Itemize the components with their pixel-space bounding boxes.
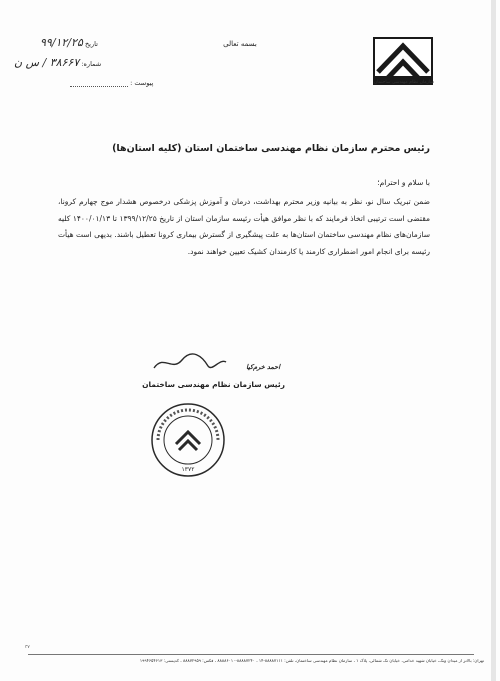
date-row — [40, 36, 98, 49]
page-edge — [491, 0, 496, 681]
attachment-label: پیوست — [134, 79, 154, 87]
number-label: شماره: — [81, 60, 102, 68]
attachment-blank — [70, 78, 128, 87]
date-value: ۹۹/۱۲/۲۵ — [40, 36, 83, 49]
attachment-row: پیوست : — [70, 78, 153, 87]
org-logo-icon — [368, 32, 438, 102]
footer-divider — [28, 654, 474, 655]
date-label: تاریخ — [84, 40, 98, 48]
handwritten-signature-icon — [150, 352, 230, 374]
footer-address: تهران: بالاتر از میدان ونک، خیابان شهید خدامی، خیابان تک شمالی، پلاک ۱ ، سازمان نظام مهندسی ساختمان، تلفن: ۸۸۸۸۷۱۱۱-۱۴ ، ۸۸۸۸۷۲۴۰-۸۸۸۸۶۰۱۰ ، فکس: ۸۸۸۷۲۹۵۹ ، کدپستی: ۱۹۹۴۶۵۴۶۱۳ — [139, 658, 484, 663]
org-logo-text: سازمان نظام مهندسی ساختمان — [373, 80, 435, 85]
number-value: ۳۸۶۶۷ / س ن — [14, 56, 80, 69]
besmeh-heading: بسمه تعالی — [223, 40, 257, 48]
page-code: ۳۷ — [25, 645, 30, 650]
salutation: با سلام و احترام؛ — [377, 178, 430, 187]
signatory-name: احمد خرم‌کیا — [246, 363, 280, 371]
stamp-year: ۱۳۷۲ — [181, 466, 195, 473]
signatory-title: رئیس سازمان نظام مهندسی ساختمان — [142, 380, 285, 389]
recipient-title: رئیس محترم سازمان نظام مهندسی ساختمان استان (کلیه استان‌ها) — [112, 143, 430, 154]
letter-body: ضمن تبریک سال نو، نظر به بیانیه وزیر محترم بهداشت، درمان و آموزش پزشکی درخصوص هشدار موج چهارم کرونا، مقتضی است ترتیبی اتخاذ فرمایند که با نظر موافق هیأت رئیسه سازمان استان از تاریخ ۱۳۹۹/۱۲/۲۵ تا ۱۴۰۰/۰۱/۱۳ کلیه سازمان‌های نظام مهندسی ساختمان استان‌ها به علت پیشگیری از گسترش بیماری کرونا تعطیل باشند. بدیهی است هیأت رئیسه برای انجام امور اضطراری کارمند یا کارمندان کشیک تعیین خواهند نمود. — [58, 197, 431, 256]
number-row — [14, 56, 101, 69]
